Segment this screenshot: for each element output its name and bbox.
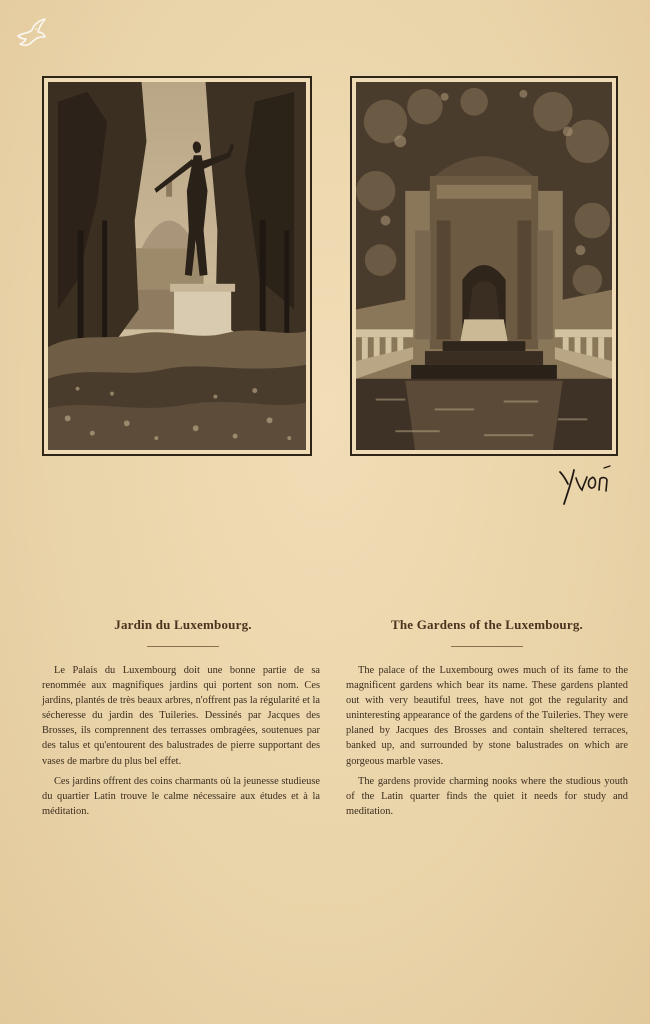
english-title: The Gardens of the Luxembourg. <box>391 617 583 632</box>
french-title-divider <box>147 646 219 647</box>
statue-and-palace-icon <box>48 82 306 450</box>
english-title-divider <box>451 646 523 647</box>
french-title: Jardin du Luxembourg. <box>114 617 252 632</box>
dove-watermark-icon <box>14 16 48 50</box>
french-paragraph-1: Le Palais du Luxembourg doit une bonne partie de sa renommée aux magnifiques jardins qui portent son nom. Ces jardins, plantés de très beaux arbres, n'offrent pas la régularité et la sécheresse du jardin des Tuileries. Dessinés par Jacques des Brosses, ils comprennent des terrasses ombragées, soutenues par des talus et qu'entourent des balustrades de pierre supportant des vases de marbre du plus bel effet. <box>42 665 320 767</box>
english-paragraph-1: The palace of the Luxembourg owes much of its fame to the magnificent gardens which bear its name. These gardens planted out with very beautiful trees, have not got the regularity and uninteresting appearance of the gardens of the Tuileries. They were planed by Jacques des Brosses and contain sheltered terraces, banked up, and surrounded by stone balustrades on which are gorgeous marble vases. <box>346 665 628 767</box>
english-paragraph-2: The gardens provide charming nooks where the studious youth of the Latin quarter finds the quiet it needs for study and meditation. <box>346 775 628 817</box>
photographer-signature <box>556 462 614 508</box>
french-paragraph-2: Ces jardins offrent des coins charmants où la jeunesse studieuse du quartier Latin trouve le calme nécessaire aux études et à la méditation. <box>42 775 320 817</box>
photo-medici-fountain <box>350 76 618 456</box>
french-text-column <box>42 616 324 824</box>
photo-statue-garden <box>42 76 312 456</box>
medici-fountain-icon <box>356 82 612 450</box>
english-text-column <box>346 616 628 824</box>
